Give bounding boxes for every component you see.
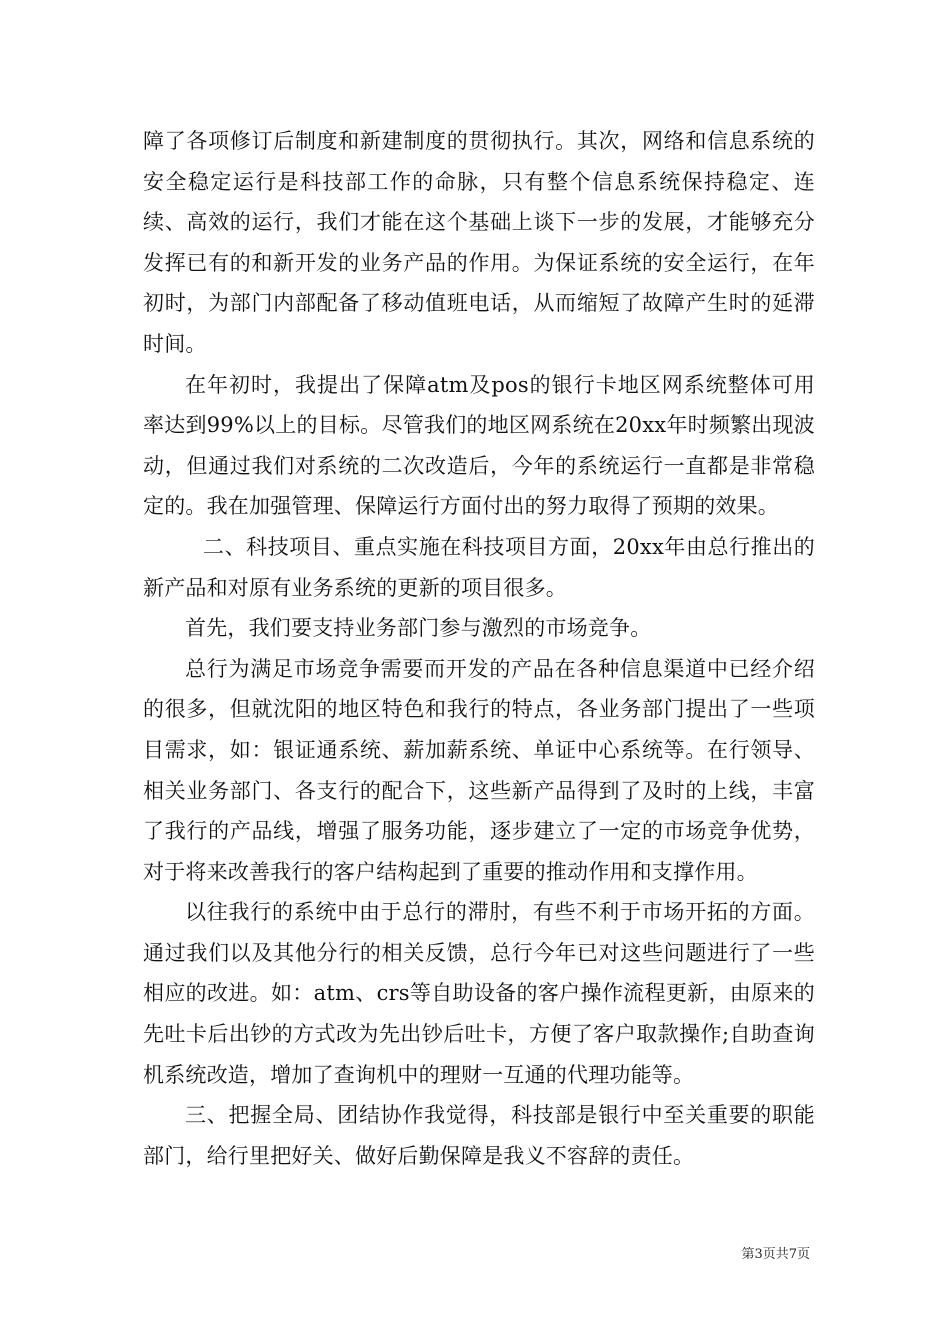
paragraph-6: 以往我行的系统中由于总行的滞肘，有些不利于市场开拓的方面。通过我们以及其他分行的相关反馈，总行今年已对这些问题进行了一些相应的改进。如：atm、crs等自助设备的客户操作流程更新，由原来的先吐卡后出钞的方式改为先出钞后吐卡，方便了客户取款操作;自助查询机系统改造，增加了查询机中的理财一互通的代理功能等。 [143,900,815,1087]
document-body [143,121,815,1176]
paragraph-7: 三、把握全局、团结协作我觉得，科技部是银行中至关重要的职能部门，给行里把好关、做好后勤保障是我义不容辞的责任。 [143,1103,815,1168]
page-number: 第3页共7页 [741,1247,810,1262]
paragraph-2: 在年初时，我提出了保障atm及pos的银行卡地区网系统整体可用率达到99%以上的目标。尽管我们的地区网系统在20xx年时频繁出现波动，但通过我们对系统的二次改造后，今年的系统运行一直都是非常稳定的。我在加强管理、保障运行方面付出的努力取得了预期的效果。 [143,372,815,519]
paragraph-4: 首先，我们要支持业务部门参与激烈的市场竞争。 [185,616,652,641]
paragraph-5: 总行为满足市场竞争需要而开发的产品在各种信息渠道中已经介绍的很多，但就沈阳的地区特色和我行的特点，各业务部门提出了一些项目需求，如：银证通系统、薪加薪系统、单证中心系统等。在行领导、相关业务部门、各支行的配合下，这些新产品得到了及时的上线，丰富了我行的产品线，增强了服务功能，逐步建立了一定的市场竞争优势，对于将来改善我行的客户结构起到了重要的推动作用和支撑作用。 [143,656,815,884]
paragraph-3: 二、科技项目、重点实施在科技项目方面，20xx年由总行推出的新产品和对原有业务系统的更新的项目很多。 [143,534,815,600]
paragraph-1: 障了各项修订后制度和新建制度的贯彻执行。其次，网络和信息系统的安全稳定运行是科技部工作的命脉，只有整个信息系统保持稳定、连续、高效的运行，我们才能在这个基础上谈下一步的发展，才能够充分发挥已有的和新开发的业务产品的作用。为保证系统的安全运行，在年初时，为部门内部配备了移动值班电话，从而缩短了故障产生时的延滞时间。 [143,129,815,356]
